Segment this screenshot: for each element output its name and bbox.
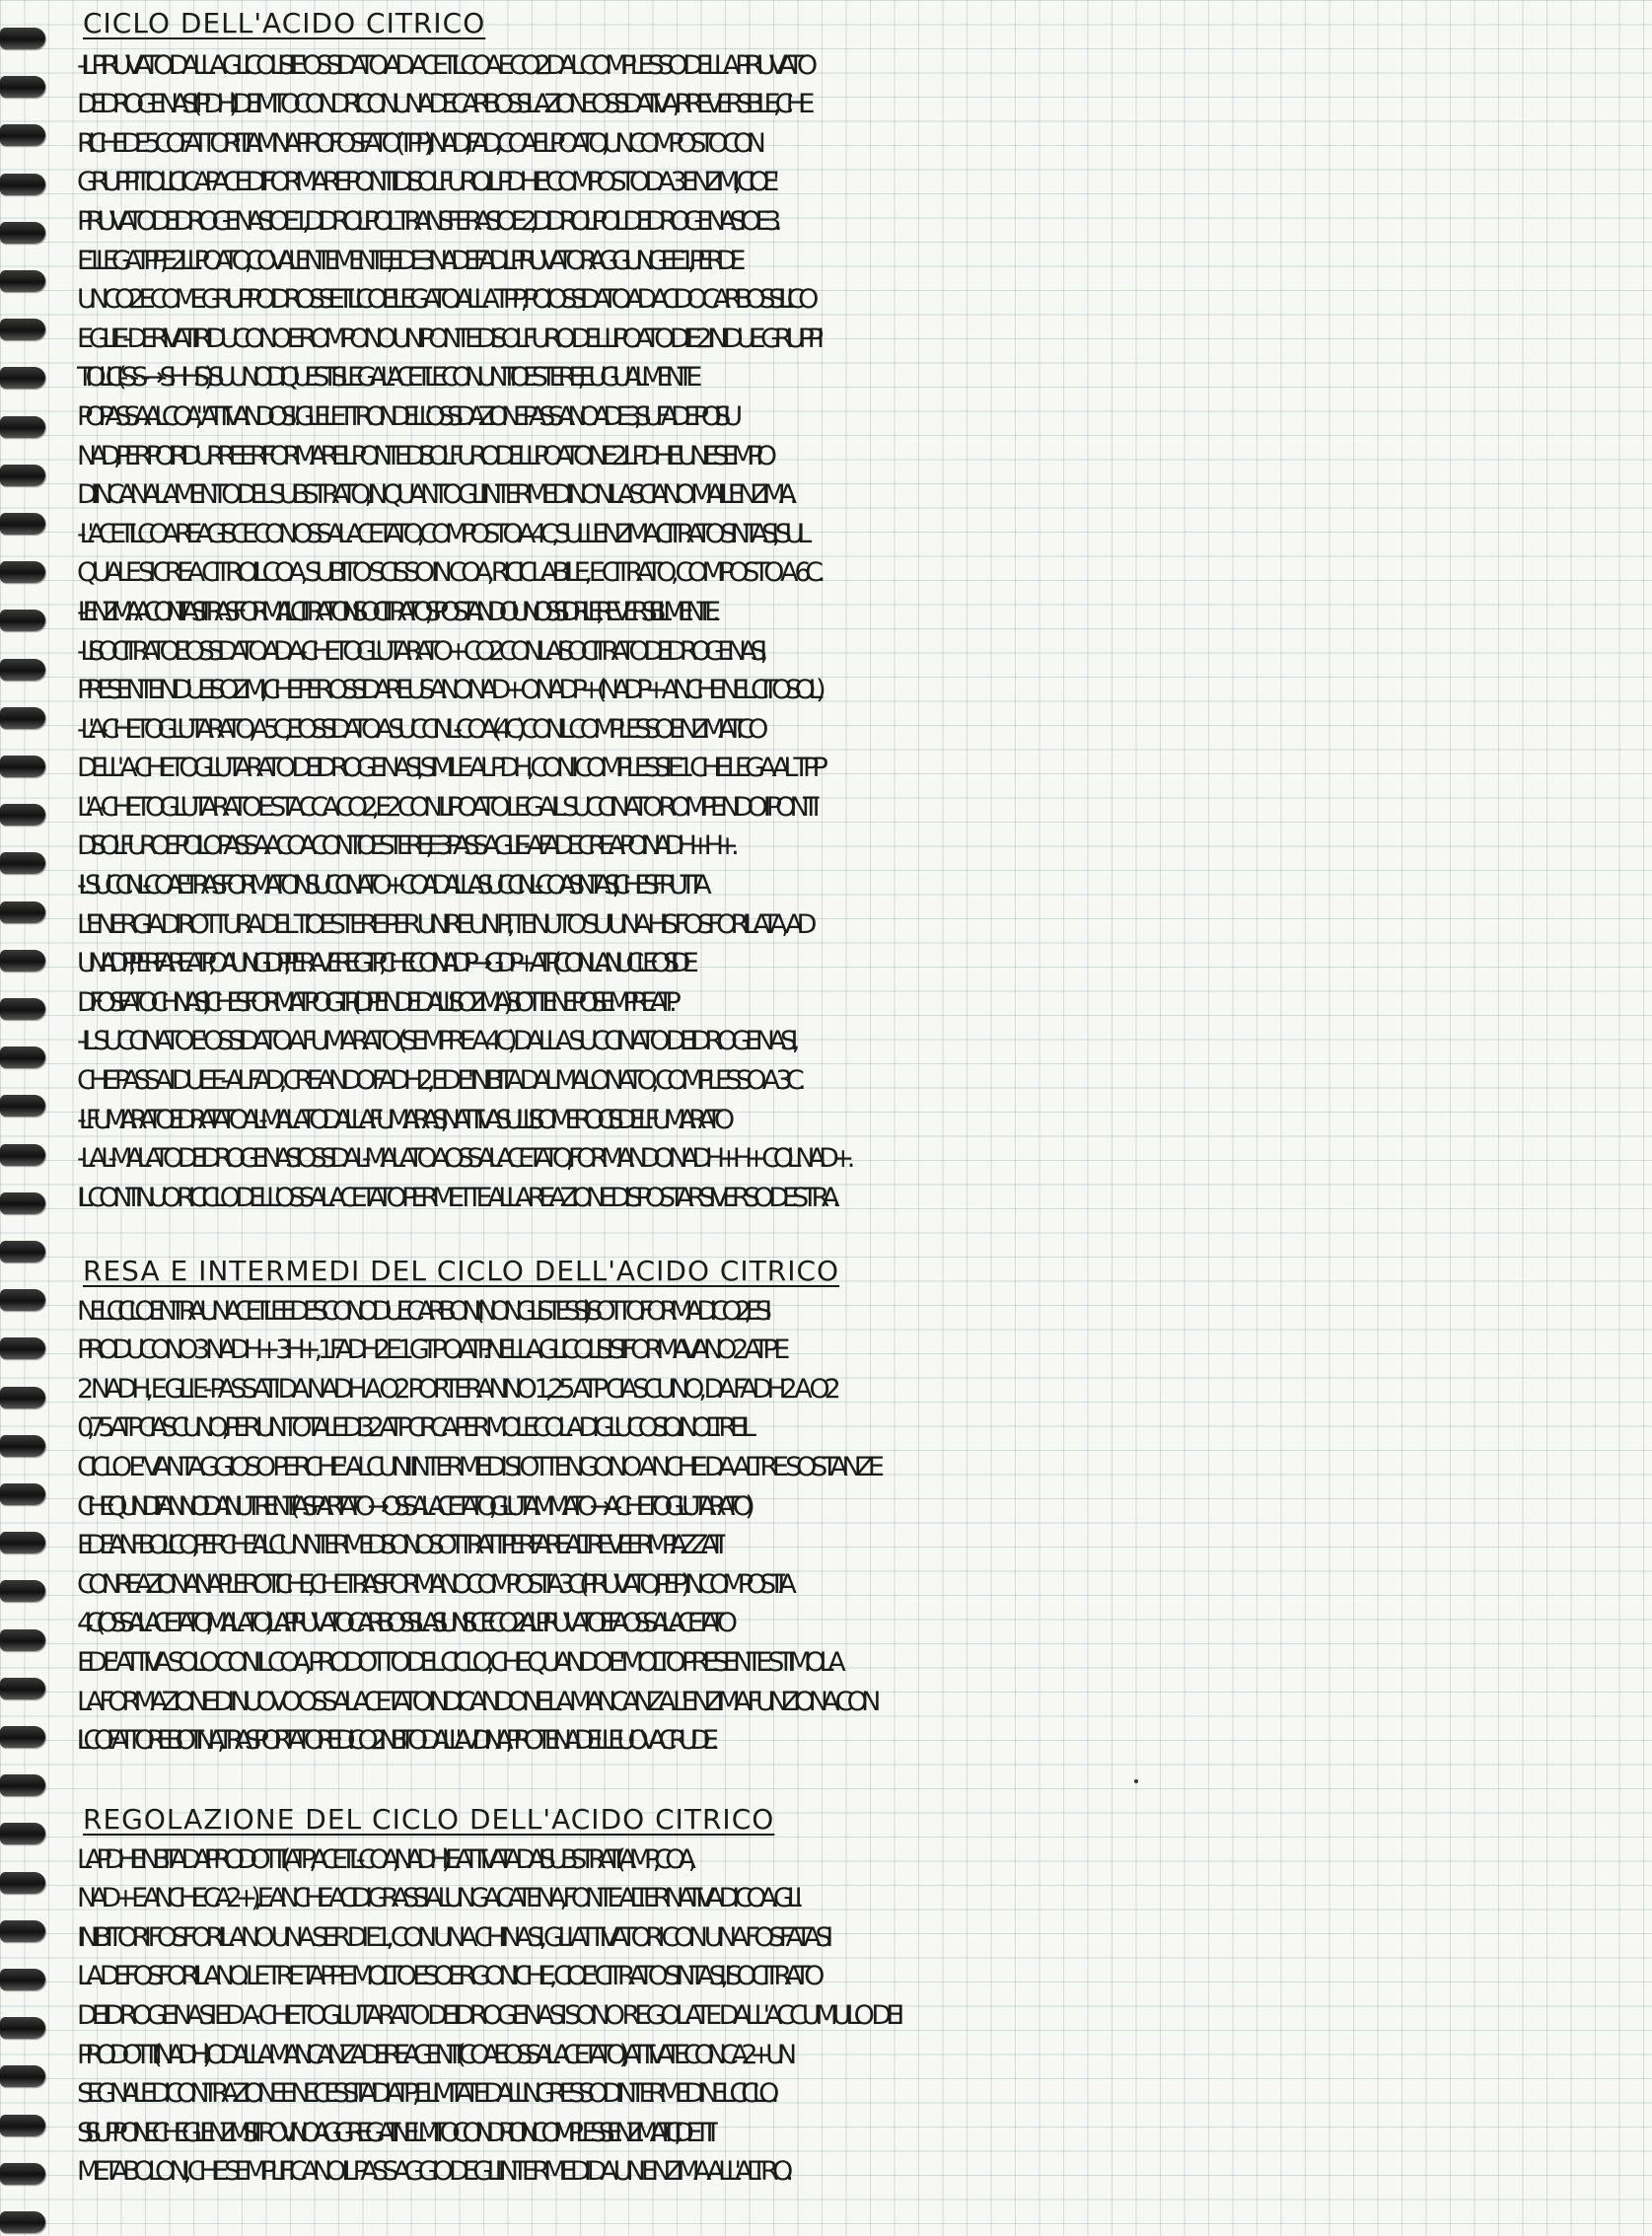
text-line: ED E' ATTIVA SOLO CON IL COA, PRODOTTO DEL CICLO, CHE QUANDO E' MOLTO PRESENTE STIMOLA	[77, 1646, 839, 1678]
section-title: RESA E INTERMEDI DEL CICLO DELL'ACIDO CITRICO	[83, 1255, 840, 1287]
spiral-ring	[0, 2017, 45, 2039]
spiral-ring	[0, 1726, 45, 1748]
text-line: - IL SUCCINATO E' OSSIDATO A FUMARATO (SEMPRE A 4C) DALLA SUCCINATO DEIDROGENASI,	[77, 1026, 794, 1057]
text-line: PRODOTTI (NADH) O DALLA MANCANZA DEI REAGENTI (COA E OSSALACETATO), ATTIVATE CON CA2+ UN	[77, 2039, 790, 2070]
spiral-ring	[0, 1872, 45, 1894]
text-line: - IL PIRUVATO DALLA GLICOLISI E' OSSIDATO AD ACETILCOA E CO2 DAL COMPLESSO DELLA PIRUVATO	[77, 49, 812, 81]
spiral-ring	[0, 561, 45, 583]
spiral-ring	[0, 804, 45, 826]
text-line: DEIDROGENASI ED Α-CHETOGLUTARATO DEIDROGENASI SONO REGOLATE DALL'ACCUMULO DEI	[77, 1999, 899, 2031]
spiral-ring	[0, 659, 45, 681]
text-line: LA PDH E' INIBITA DAI PRODOTTI (ATP, ACETIL-COA, NADH) E ATTIVATA DAI SUBSTRATI (AMP, COA,	[77, 1843, 689, 1875]
text-line: CON REAZIONI ANAPLEROTICHE, CHE TRASFORMANO COMPOSTI A 3C (PIRUVATO, PEP) IN COMPOSTI A	[77, 1568, 790, 1600]
spiral-ring	[0, 1920, 45, 1942]
spiral-ring	[0, 1823, 45, 1844]
text-line: RICHIEDE 5 COFATTORI: TIAMINA PIROFOSFATO (TPP), NAD, FAD, COA E LIPOATO, UN COMPOSTO CON	[77, 127, 759, 159]
text-line: E GLI E- DERIVATI RIDUCONO E ROMPONO UN PONTE DISOLFURO DEL LIPOATO DI E2 IN DUE GRUPPI	[77, 323, 818, 354]
spiral-ring	[0, 1241, 45, 1262]
spiral-ring	[0, 1046, 45, 1068]
spiral-ring	[0, 1580, 45, 1602]
text-line: DEIDROGENASI (PDH) DEI MITOCONDRI CON UNA DECARBOSSILAZIONE OSSIDATIVA, IRREVERSIBILE, CHE	[77, 89, 808, 120]
text-line: INIBITORI FOSFORILANO UNA SER DI E1, CON UNA CHINASI, GLI ATTIVATORI CON UNA FOSFATASI	[77, 1921, 827, 1953]
text-line: LA FORMAZIONE DI NUOVO OSSALACETATO INDICANDONE LA MANCANZA. L'ENZIMA FUNZIONA CON	[77, 1686, 875, 1717]
text-line: - LA L-MALATO DEIDROGENASI OSSIDA L-MALATO A OSSALACETATO, FORMANDO NADH+H+ COL NAD+.	[77, 1143, 848, 1175]
text-line: CHE QUINDI FANNO DA NUTRIENTI (ASPARTATO → OSSALACETATO, GLUTAMMATO → Α-CHETOGLUTARATO)	[77, 1490, 748, 1522]
text-line: DISOLFURO E POI LO PASSA A COA CON TIOESTERE, E3 PASSA GLI E- A FAD E CREA POI NADH+H+.	[77, 830, 732, 862]
text-line: NAD+ E ANCHE CA2+), E ANCHE ACIDI GRASSI A LUNGA CATENA, FONTE ALTERNATIVA DI COA. GLI	[77, 1883, 796, 1914]
spiral-ring	[0, 1435, 45, 1457]
text-line: - IL SUCCINIL-COA E' TRASFORMATO IN SUCCINATO + COA DALLA SUCCINIL-COA SINTASI, CHE SFRUTTA	[77, 870, 704, 902]
text-line: - L'ENZIMA ACONITASI TRASFORMA IL CITRATO IN ISOCITRATO, SPOSTANDO UN OSSIDRILE, REVERSIBILMENTE.	[77, 596, 713, 627]
text-line: - L'ISOCITRATO E' OSSIDATO AD Α-CHETOGLUTARATO + CO2 CON LA ISOCITRATO DEIDROGENASI,	[77, 635, 761, 667]
spiral-ring	[0, 174, 45, 195]
spiral-binding	[0, 0, 59, 2236]
spiral-ring	[0, 1144, 45, 1166]
pen-dot	[1134, 1779, 1138, 1783]
text-line: L'Α-CHETOGLUTARATO E STACCA CO2, E2 CON LIPOATO LEGA IL SUCCINATO ROMPENDO I PONTI	[77, 791, 814, 823]
text-line: CICLO E' VANTAGGIOSO PERCHE' ALCUNI INTERMEDI SI OTTENGONO ANCHE DA ALTRE SOSTANZE	[77, 1451, 879, 1482]
section-yield-intermediates	[77, 1252, 1625, 1761]
spiral-ring	[0, 2163, 45, 2185]
text-line: NEL CICLO ENTRA UN ACETILE ED ESCONO DUE CARBONI (NON GLI STESSI) SOTTOFORMA DI CO2, E SI	[77, 1295, 765, 1327]
spiral-ring	[0, 2115, 45, 2136]
section-body	[77, 1840, 1625, 2192]
spiral-ring	[0, 1192, 45, 1214]
text-line: 2 NADH, E GLI E- PASSATI DA NADH A O2 PORTERANNO 1,25 ATP CIASCUNO, DA FADH2 A O2	[77, 1373, 835, 1405]
text-line: QUALE SI CREA CITROILCOA, SUBITO SCISSO IN COA, RICICLABILE, E CITRATO, COMPOSTO A 6C.	[77, 557, 820, 589]
text-line: TIOLICI (-S-S- → -SH HS-). SU UNO DI QUESTI SI LEGA L'ACETILE CON UN TIOESTERE, E UGUALMENTE	[77, 362, 695, 394]
text-line: LA DEFOSFORILANO. LE TRE TAPPE MOLTO ESOERGONICHE, CIOE' CITRATO SINTASI, ISOCITRATO	[77, 1961, 819, 1992]
spiral-ring	[0, 76, 45, 98]
text-line: 4C (OSSALACETATO, MALATO). LA PIRUVATO CARBOSSILASI UNISCE CO2 AL PIRUVATO E FA OSSALACETATO	[77, 1608, 730, 1639]
text-line: UN ADP, PER FARE ATP, O A UN GDP, PER AVERE GTP, CHE CON ADP → GDP + ATP (CON LA NUCLEOSIDE	[77, 948, 691, 979]
spiral-ring	[0, 1532, 45, 1553]
text-line: UN CO2 E COME GRUPPO IDROSSIETILICO E' LEGATO ALLA TPP, POI OSSIDATO AD ACIDO CARBOSSILICO	[77, 284, 812, 316]
spiral-ring	[0, 707, 45, 729]
spiral-ring	[0, 28, 45, 49]
spiral-ring	[0, 950, 45, 972]
spiral-ring	[0, 124, 45, 146]
spiral-ring	[0, 902, 45, 923]
text-line: PIRUVATO DEIDROGENASI O E1, DIIDROLIPOIL TRANSFERASI O E2, DIIDROLIPOIL DEIDROGENASI O E3.	[77, 205, 775, 237]
text-line: -L'ACETILCOA REAGISCE CON OSSALACETATO, COMPOSTO A 4C, SULL'ENZIMA CITRATO SINTASI, SUL	[77, 518, 806, 549]
spiral-ring	[0, 367, 45, 389]
spiral-ring	[0, 1387, 45, 1408]
text-line: - L'Α-CHETOGLUTARATO, A 5C, E' OSSIDATO A SUCCINIL-COA (4C) CON IL COMPLESSO ENZIMATICO	[77, 713, 761, 745]
text-line: L'ENERGIA DI ROTTURA DEL TIOESTERE PER UNIRE UN PI, TENUTO SU UNA HIS FOSFORILATA, AD	[77, 908, 811, 940]
text-line: GRUPPI TIOLICI CAPACE DI FORMARE PONTI DISOLFURO. IL PDH E' COMPOSTO DA 3 ENZIMI, CIOE'	[77, 167, 773, 198]
text-line: PRESENTE IN DUE ISOZIMI, CHE PER OSSIDARE USANO NAD+ O NADP+ (NADP+ ANCHE NEL CITOSOL)	[77, 675, 820, 706]
text-line: CHE PASSA I DUE E- AL FAD, CREANDO FADH2, ED E' INIBITA DAL MALONATO, COMPLESSO A 3C.	[77, 1065, 800, 1097]
spiral-ring	[0, 1337, 45, 1359]
text-line: DI INCANALAMENTO DEL SUBSTRATO, IN QUANTO GLI INTERMEDI NON LASCIANO MAI L'ENZIMA.	[77, 479, 791, 511]
spiral-ring	[0, 1774, 45, 1796]
text-line: E1 LEGA TPP, E2 IL LIPOATO, COVALENTEMENTE, ED E3 NAD E FAD. IL PIRUVATO RAGGIUNGE E1, PERDE	[77, 245, 739, 276]
text-line: DELL' Α-CHETOGLUTARATO DEIDROGENASI, SIMILE AL PDH, CON I COMPLESSI E1 CHE LEGA AL TPP	[77, 753, 823, 784]
spiral-ring	[0, 1629, 45, 1651]
spiral-ring	[0, 1095, 45, 1117]
spiral-ring	[0, 1483, 45, 1505]
text-line: 0,75 ATP CIASCUNO, PER UN TOTALE DI 32 ATP CIRCA PER MOLECOLA DI GLUCOSIO. INOLTRE IL	[77, 1412, 750, 1444]
spiral-ring	[0, 465, 45, 486]
section-title: REGOLAZIONE DEL CICLO DELL'ACIDO CITRICO	[83, 1803, 775, 1836]
text-line: DIFOSFATO CHINASI). CHE SI FORMI ATP O GTP (DIPENDE DALL'ISOZIMA) SI OTTIENE POI SEMPRE ATP.	[77, 986, 670, 1018]
text-line: POI PASSA AL COA, "ATTIVANDOSI". GLI ELETTRONI DELL'OSSIDAZIONE PASSANO AD E3, SU FAD E POI SU	[77, 400, 735, 432]
spiral-ring	[0, 998, 45, 1020]
spiral-ring	[0, 2211, 45, 2233]
text-line: IL COFATTORE BIOTINA, TRASPORTATORE DI CO2 INIBITO DALL'AVIDINA, PROTEINA DELLE UOVA CRUDE.	[77, 1725, 711, 1757]
text-line: SEGNALE DI CONTRAZIONE E NECESSITA' DI ATP, E LIMITATE DALL'INGRESSO DI INTERMEDI NEL CICLO.	[77, 2078, 772, 2110]
text-line: ED E' ANFIBOLICO, PERCHE' ALCUNI INTERMEDI SONO SOTTRATTI PER FARE ALTRE VIE E RIMPIAZZATI	[77, 1530, 718, 1561]
section-title: CICLO DELL'ACIDO CITRICO	[83, 7, 486, 39]
text-line: METABOLONI, CHE SEMPLIFICANO IL PASSAGGIO DEGLI INTERMEDI DA UN ENZIMA ALL'ALTRO.	[77, 2156, 788, 2188]
spiral-ring	[0, 2065, 45, 2087]
text-line: IL CONTINUO RICICLO DELL'OSSALACETATO PERMETTE ALLA REAZIONE DI SPOSTARSI VERSO DESTRA.	[77, 1182, 834, 1213]
spiral-ring	[0, 416, 45, 438]
section-body	[77, 46, 1625, 1218]
section-body	[77, 1292, 1625, 1761]
spiral-ring	[0, 1969, 45, 1990]
spiral-ring	[0, 610, 45, 631]
spiral-ring	[0, 513, 45, 535]
section-citric-acid-cycle	[77, 4, 1625, 1217]
section-regulation	[77, 1800, 1625, 2192]
spiral-ring	[0, 319, 45, 340]
spiral-ring	[0, 852, 45, 874]
spiral-ring	[0, 222, 45, 244]
text-line: SI SUPPONE CHE GLI ENZIMI SI TROVINO AGGREGATI NEL MITOCONDRIO IN COMPLESSI ENZIMATICI, DETTI	[77, 2117, 709, 2148]
text-line: NAD, PER POI RIDURRE E RIFORMARE IL PONTE DISOLFURO DEL LIPOATO IN E2. IL PDH E' UN ESEMPIO	[77, 440, 770, 471]
spiral-ring	[0, 270, 45, 292]
spiral-ring	[0, 1678, 45, 1699]
text-line: - IL FUMARATO E' IDRATATO A L-MALATO DALLA FUMARASI, INATTIVA SULL'ISOMERO CIS DEL FUMARATO	[77, 1104, 727, 1135]
text-line: PRODUCONO 3 NADH + 3H+, 1 FADH2 E 1 GTP O ATP. NELLA GLICOLISI SI FORMAVANO 2 ATP E	[77, 1334, 784, 1366]
spiral-ring	[0, 1289, 45, 1311]
spiral-ring	[0, 756, 45, 777]
